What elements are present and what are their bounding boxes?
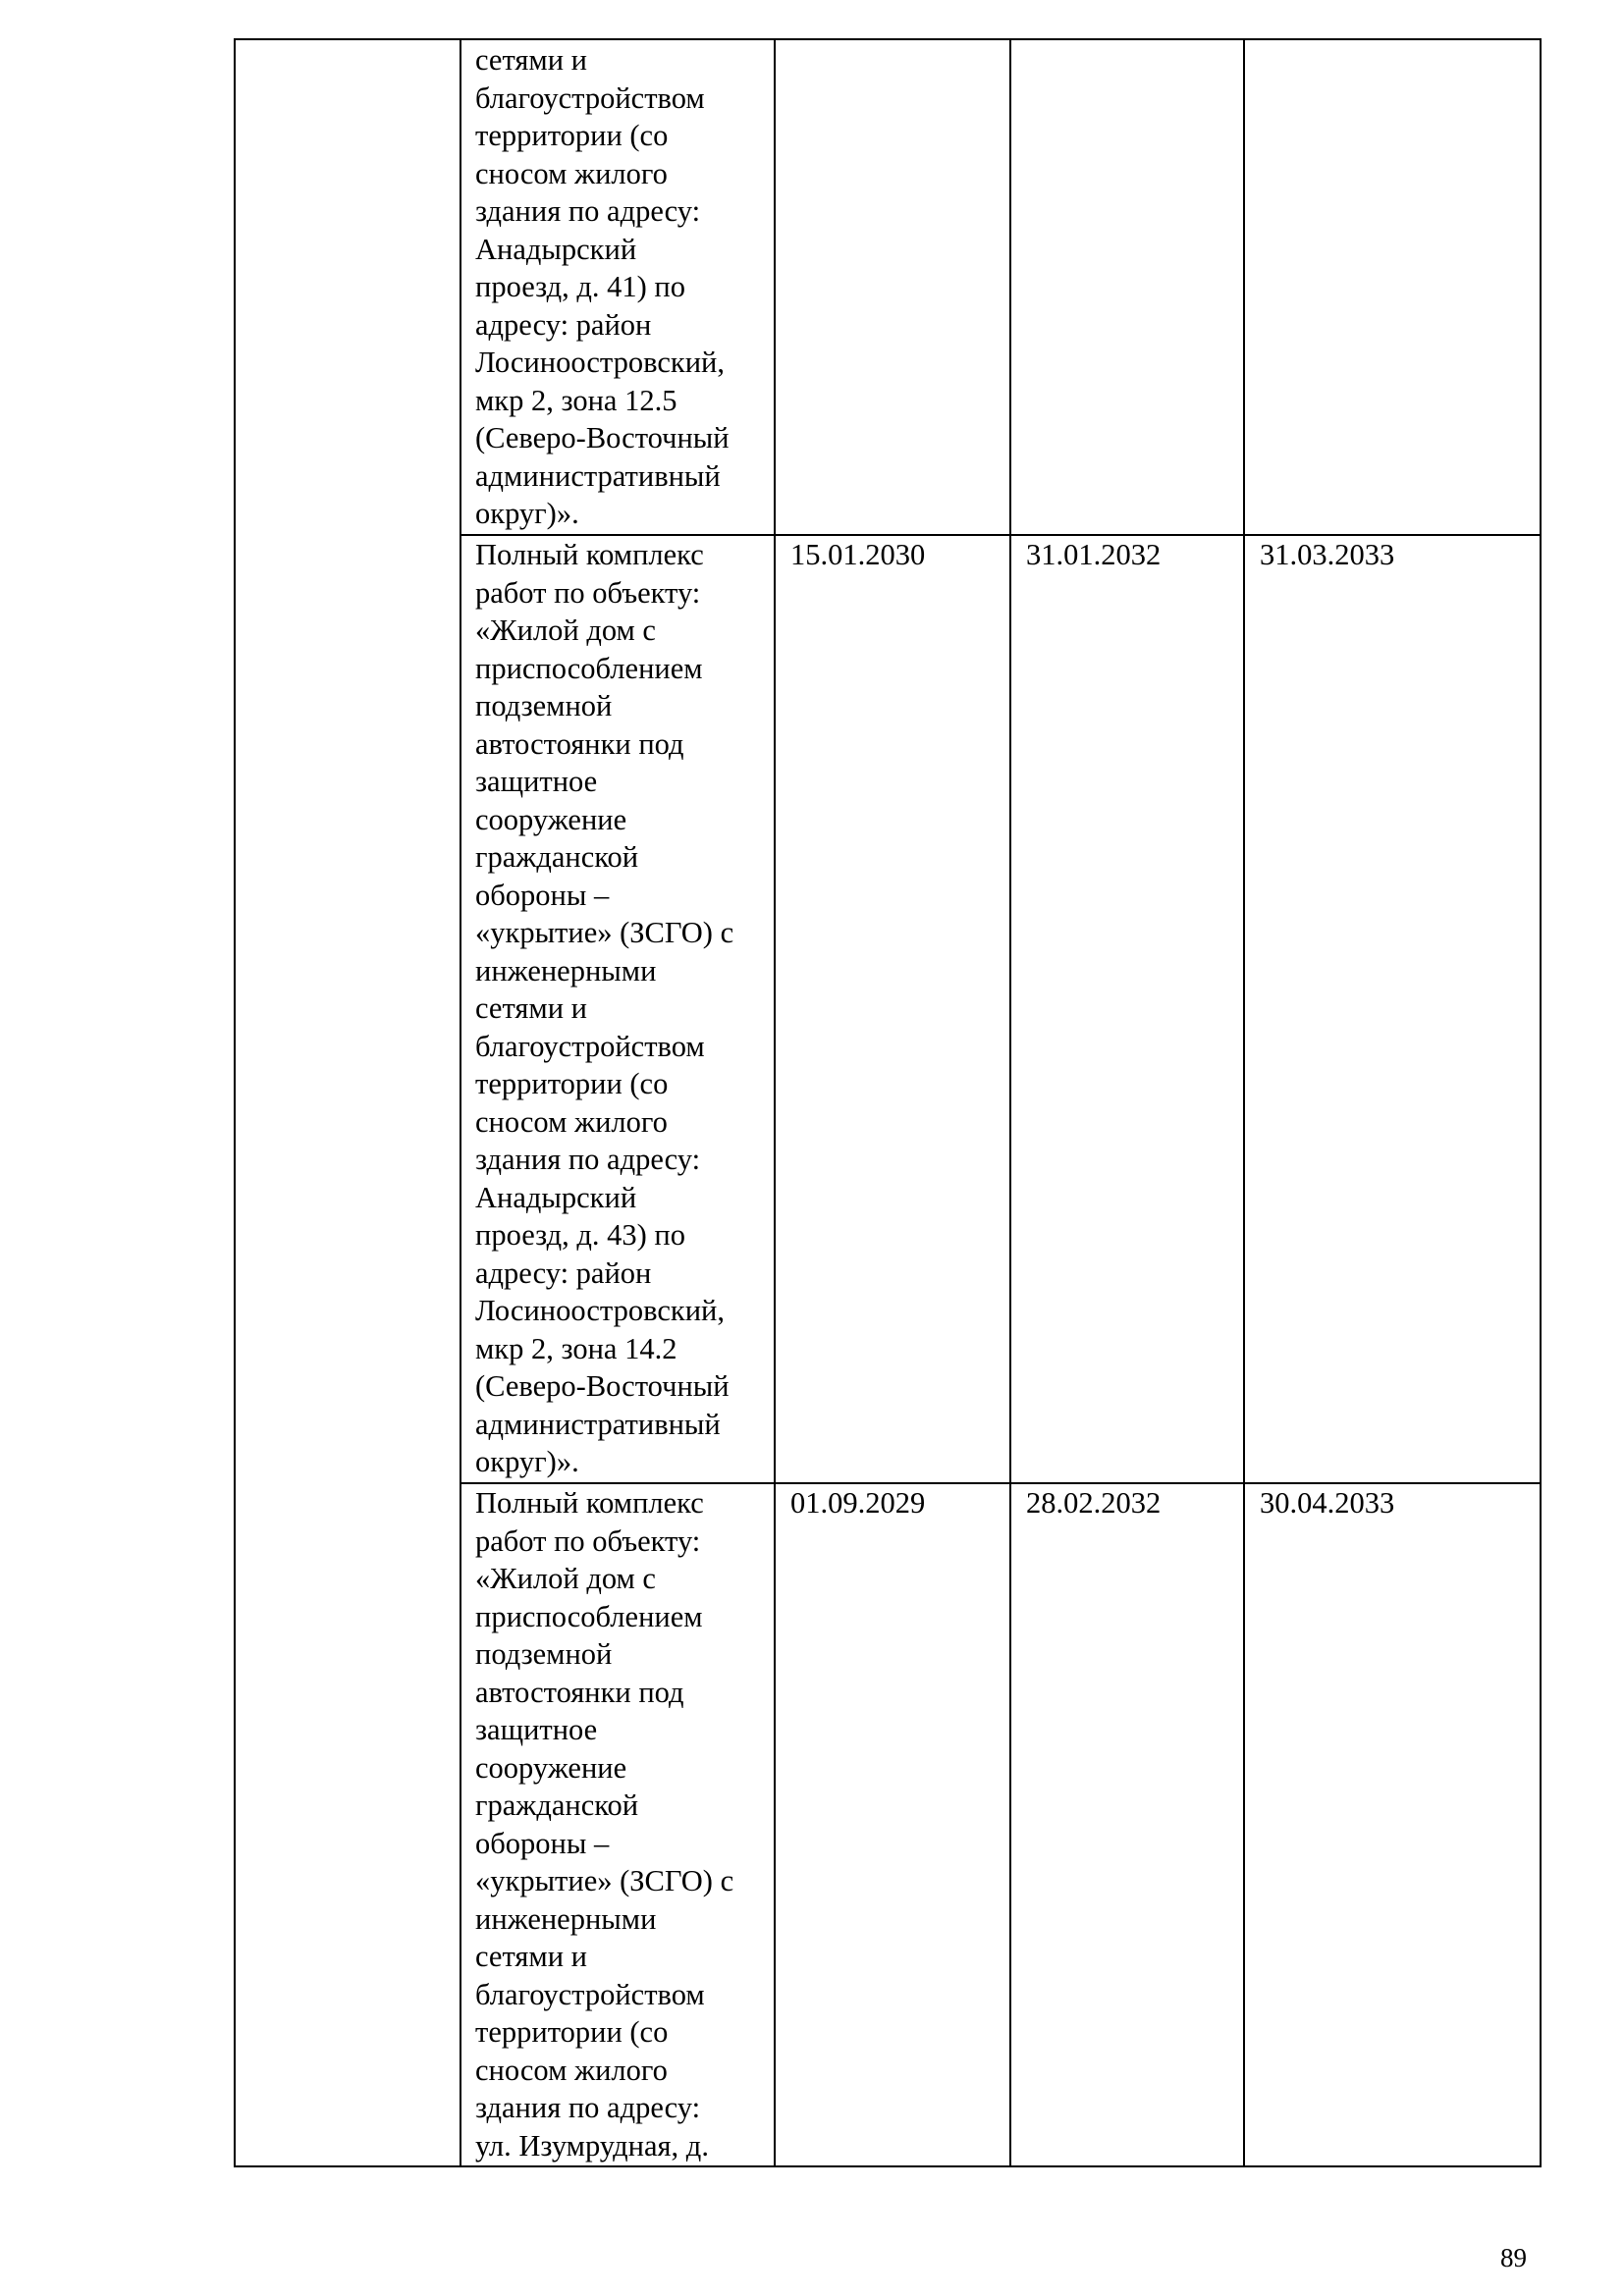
work-description-cell: сетями и благоустройством территории (со сносом жилого здания по адресу: Анадырский проезд, д. 41) по адресу: район Лосиноостровский, мкр 2, зона 12.5 (Северо-Восточный административный округ)». [460,39,775,535]
completion-date-cell [1244,39,1541,535]
intermediate-date-cell: 31.01.2032 [1010,535,1244,1483]
page-number: 89 [1500,2243,1527,2272]
completion-date-cell: 30.04.2033 [1244,1483,1541,2166]
intermediate-date-cell [1010,39,1244,535]
work-description-cell: Полный комплекс работ по объекту: «Жилой дом с приспособлением подземной автостоянки под защитное сооружение гражданской обороны – «укрытие» (ЗСГО) с инженерными сетями и благоустройством территории (со сносом жилого здания по адресу: ул. Изумрудная, д. [460,1483,775,2166]
start-date-cell: 15.01.2030 [775,535,1010,1483]
empty-cell [235,39,460,2166]
work-description-cell: Полный комплекс работ по объекту: «Жилой дом с приспособлением подземной автостоянки под защитное сооружение гражданской обороны – «укрытие» (ЗСГО) с инженерными сетями и благоустройством территории (со сносом жилого здания по адресу: Анадырский проезд, д. 43) по адресу: район Лосиноостровский, мкр 2, зона 14.2 (Северо-Восточный административный округ)». [460,535,775,1483]
start-date-cell: 01.09.2029 [775,1483,1010,2166]
works-schedule-table [234,38,1542,2167]
start-date-cell [775,39,1010,535]
table-row [235,39,1541,535]
completion-date-cell: 31.03.2033 [1244,535,1541,1483]
intermediate-date-cell: 28.02.2032 [1010,1483,1244,2166]
